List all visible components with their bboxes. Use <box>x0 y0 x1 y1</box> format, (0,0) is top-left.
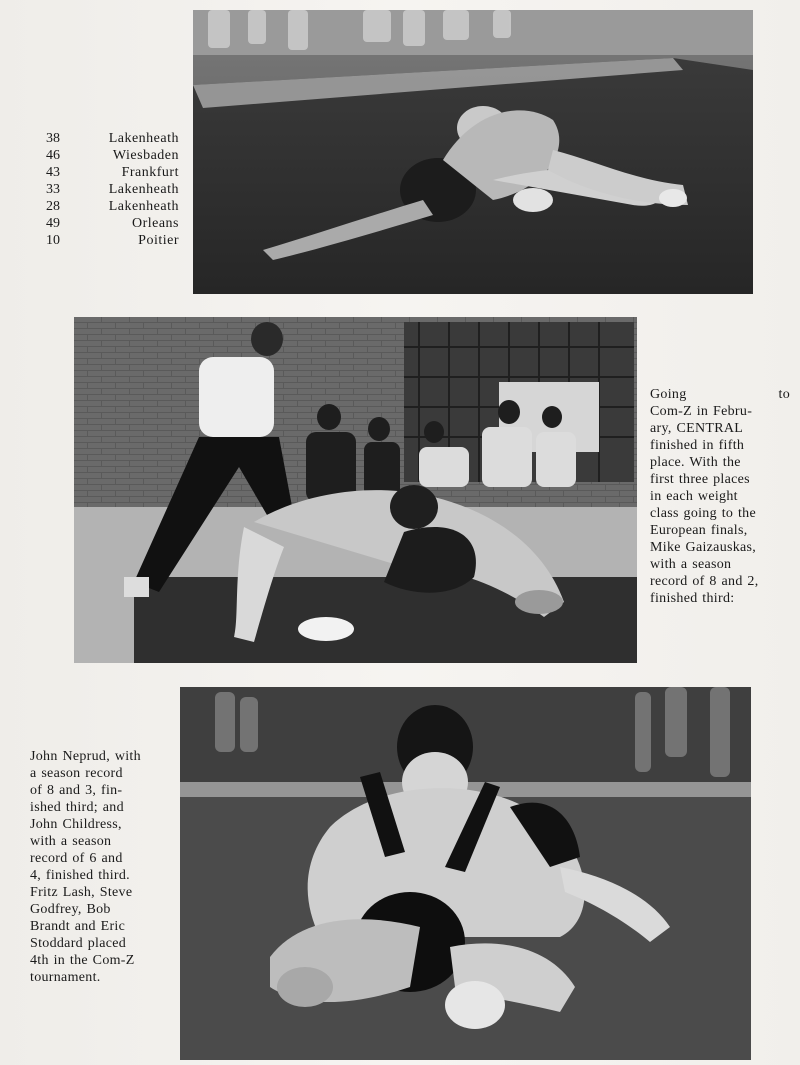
score-points: 46 <box>46 148 60 163</box>
score-opponent: Frankfurt <box>121 165 179 180</box>
score-opponent: Orleans <box>131 216 179 231</box>
text-line: ished third; and <box>30 800 124 815</box>
score-points: 38 <box>46 131 60 146</box>
score-opponent: Lakenheath <box>108 182 179 197</box>
score-points: 49 <box>46 216 60 231</box>
score-row <box>40 147 185 164</box>
score-row <box>40 232 185 249</box>
text-word: Going <box>650 387 687 402</box>
text-line: 4th in the Com-Z <box>30 953 135 968</box>
text-line: Com-Z in Febru- <box>650 404 753 419</box>
text-line: finished in fifth <box>650 438 745 453</box>
text-line: tournament. <box>30 970 101 985</box>
score-opponent: Wiesbaden <box>112 148 179 163</box>
text-line <box>650 386 790 403</box>
score-row <box>40 181 185 198</box>
score-row <box>40 130 185 147</box>
wrestling-photo-bottom <box>180 687 751 1060</box>
text-line: in each weight <box>650 489 738 504</box>
text-line: of 8 and 3, fin- <box>30 783 123 798</box>
score-row <box>40 215 185 232</box>
score-points: 28 <box>46 199 60 214</box>
text-line: European finals, <box>650 523 748 538</box>
text-line: record of 6 and <box>30 851 123 866</box>
score-opponent: Lakenheath <box>108 131 179 146</box>
text-line: John Neprud, with <box>30 749 141 764</box>
text-line: Mike Gaizauskas, <box>650 540 757 555</box>
score-opponent: Poitier <box>138 233 179 248</box>
text-word: to <box>778 387 790 402</box>
text-line: first three places <box>650 472 750 487</box>
text-line: Fritz Lash, Steve <box>30 885 133 900</box>
text-line: a season record <box>30 766 123 781</box>
wrestling-photo-icon <box>193 10 753 294</box>
text-line: Brandt and Eric <box>30 919 126 934</box>
text-line: John Childress, <box>30 817 122 832</box>
text-line: finished third: <box>650 591 735 606</box>
text-line: Stoddard placed <box>30 936 127 951</box>
text-line: with a season <box>650 557 732 572</box>
score-row <box>40 198 185 215</box>
season-scores <box>40 130 185 249</box>
text-line: place. With the <box>650 455 741 470</box>
wrestling-photo-top <box>193 10 753 294</box>
wrestling-photo-icon <box>180 687 751 1060</box>
score-points: 10 <box>46 233 60 248</box>
score-row <box>40 164 185 181</box>
narrative-right <box>650 386 790 607</box>
narrative-left <box>30 748 165 986</box>
score-opponent: Lakenheath <box>108 199 179 214</box>
wrestling-photo-middle <box>74 317 637 663</box>
text-line: record of 8 and 2, <box>650 574 759 589</box>
text-line: class going to the <box>650 506 756 521</box>
score-points: 33 <box>46 182 60 197</box>
text-line: 4, finished third. <box>30 868 130 883</box>
wrestling-photo-icon <box>74 317 637 663</box>
text-line: with a season <box>30 834 112 849</box>
text-line: Godfrey, Bob <box>30 902 111 917</box>
score-points: 43 <box>46 165 60 180</box>
text-line: ary, CENTRAL <box>650 421 744 436</box>
